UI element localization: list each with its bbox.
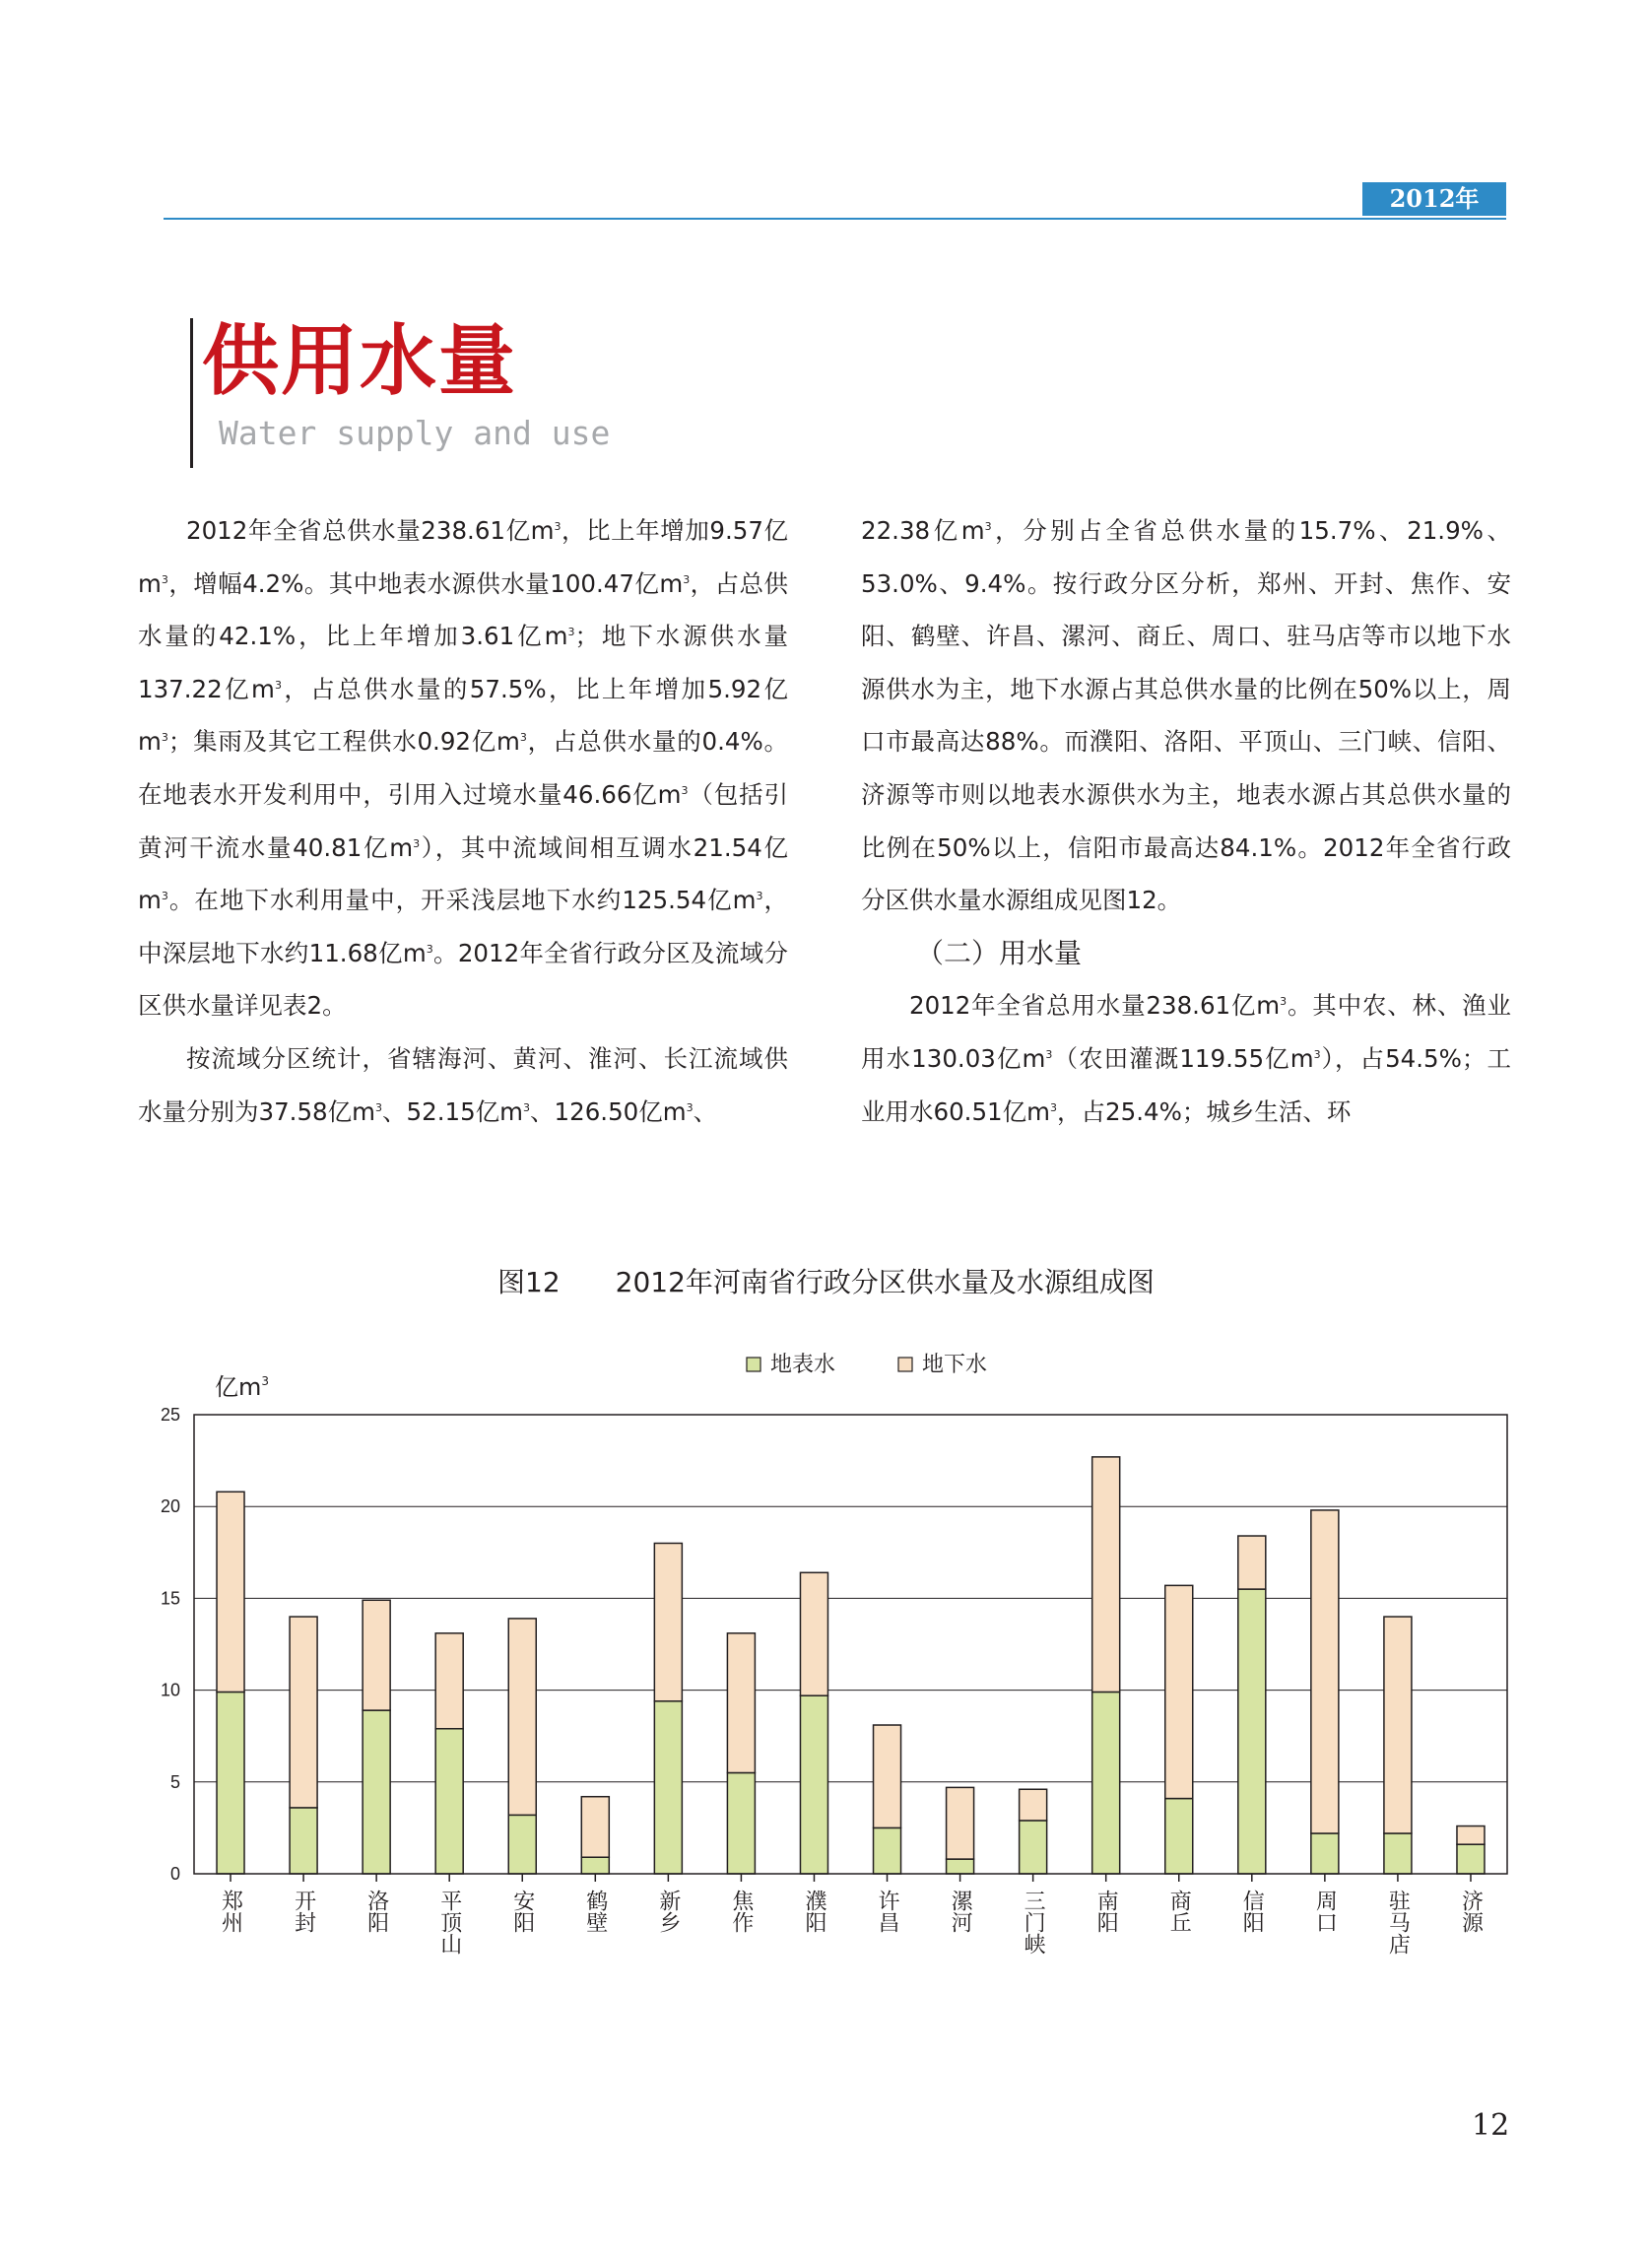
bar-segment-surface (1238, 1589, 1266, 1874)
superscript: 3 (756, 890, 763, 902)
bar-segment-surface (290, 1808, 317, 1874)
text-run: ，占总供水量的57.5%，比上年增加5.92亿m (138, 674, 788, 757)
legend-label: 地表水 (770, 1353, 836, 1377)
bar-segment-surface (727, 1772, 755, 1874)
header-rule (164, 218, 1506, 220)
y-tick-label: 15 (160, 1588, 180, 1609)
section-title: 供用水量 (202, 316, 518, 406)
superscript: 3 (683, 572, 691, 586)
legend-label: 地下水 (922, 1353, 988, 1377)
superscript: 3 (161, 890, 168, 902)
bar-segment-surface (1020, 1821, 1047, 1874)
bar-segment-ground (1457, 1826, 1485, 1845)
bar-segment-ground (874, 1725, 901, 1827)
superscript: 3 (554, 519, 562, 533)
text-run: ，占25.4%；城乡生活、环 (1057, 1096, 1352, 1126)
superscript: 3 (1045, 1047, 1053, 1061)
plot-frame (194, 1415, 1507, 1874)
bar-segment-surface (508, 1815, 536, 1874)
x-tick-label: 信阳 (1239, 1890, 1265, 1933)
x-tick-label: 新乡 (655, 1890, 681, 1933)
bar-segment-ground (947, 1787, 974, 1859)
bar-segment-surface (363, 1710, 390, 1874)
bar-segment-surface (1384, 1833, 1412, 1874)
bar-segment-surface (1457, 1844, 1485, 1874)
text-run: ，占总供水量的42.1%，比上年增加3.61亿m (138, 568, 789, 651)
y-tick-label: 5 (169, 1771, 180, 1792)
legend-swatch (898, 1358, 912, 1371)
text-run: 。其中农、林、渔业用水130.03亿m (861, 991, 1511, 1073)
x-tick-label: 安阳 (509, 1890, 535, 1933)
paragraph (861, 504, 1511, 927)
text-run: ；地下水源供水量137.22亿m (138, 622, 789, 703)
text-run: （农田灌溉119.55亿m (1052, 1043, 1314, 1073)
text-run: （二）用水量 (916, 936, 1083, 969)
superscript: 3 (681, 783, 689, 797)
x-tick-label: 许昌 (875, 1890, 900, 1933)
text-run: ，占总供水量的0.4%。在地表水开发利用中，引用入过境水量46.66亿m (138, 727, 789, 809)
x-tick-label: 南阳 (1093, 1890, 1119, 1933)
text-run: 。2012年全省行政分区及流域分区供水量详见表2。 (138, 938, 788, 1021)
x-tick-label: 驻马店 (1385, 1890, 1411, 1955)
text-run: 22.38亿m (861, 516, 985, 545)
bar-segment-surface (947, 1859, 974, 1874)
superscript: 3 (519, 731, 527, 745)
bar-segment-ground (1020, 1789, 1047, 1821)
y-axis-label (215, 1373, 269, 1401)
bar-segment-ground (1092, 1457, 1120, 1693)
bar-segment-surface (1311, 1833, 1339, 1874)
superscript: 3 (567, 626, 575, 639)
text-run: ），其中流域间相互调水21.54亿m (138, 832, 788, 915)
year-badge: 2012年 (1362, 182, 1506, 216)
text-run: ，中深层地下水约11.68亿m (138, 886, 789, 967)
text-run: ，分别占全省总供水量的15.7%、21.9%、53.0%、9.4%。按行政分区分析，郑州、开封、焦作、安阳、鹤壁、许昌、漯河、商丘、周口、驻马店等市以地下水源供水为主，地下水源占其总供水量的比例在50%以上，周口市最高达88%。而濮阳、洛阳、平顶山、三门峡、信阳、济源等市则以地表水源供水为主，地表水源占其总供水量的比例在50%以上，信阳市最高达84.1%。2012年全省行政分区供水量水源组成见图12。 (861, 516, 1511, 915)
y-tick-label: 0 (169, 1864, 180, 1884)
bar-segment-ground (290, 1617, 317, 1808)
text-run: 、126.50亿m (530, 1096, 687, 1126)
superscript: 3 (426, 942, 433, 956)
y-tick-label: 25 (160, 1405, 180, 1425)
text-run: （包括引黄河干流水量40.81亿m (138, 779, 788, 862)
paragraph (138, 1032, 788, 1138)
bar-segment-ground (1238, 1536, 1266, 1589)
bar-segment-ground (1165, 1585, 1193, 1798)
x-tick-label: 商丘 (1166, 1890, 1192, 1933)
text-run: 、 (693, 1096, 718, 1126)
superscript: 3 (1280, 995, 1288, 1009)
bar-segment-surface (654, 1701, 682, 1874)
x-tick-label: 济源 (1458, 1890, 1484, 1933)
text-column-right (861, 504, 1511, 1138)
bar-segment-surface (581, 1857, 609, 1874)
x-tick-label: 漯河 (948, 1890, 973, 1933)
bar-segment-ground (508, 1619, 536, 1815)
y-axis-label-text: 亿m (215, 1373, 262, 1401)
subsection-heading (861, 927, 1511, 980)
bar-segment-surface (217, 1692, 244, 1874)
bar-segment-surface (874, 1827, 901, 1874)
bar-segment-ground (654, 1543, 682, 1700)
bar-segment-ground (363, 1600, 390, 1710)
superscript: 3 (1313, 1047, 1321, 1061)
paragraph (138, 504, 788, 1032)
bar-segment-surface (435, 1729, 463, 1874)
superscript: 3 (413, 836, 421, 850)
x-tick-label: 开封 (291, 1890, 316, 1933)
y-axis-label-sup: 3 (261, 1374, 270, 1388)
bar-segment-ground (1384, 1617, 1412, 1833)
legend-swatch (747, 1358, 760, 1371)
y-tick-label: 20 (160, 1496, 180, 1517)
stacked-bar-chart (0, 1330, 1652, 1960)
x-tick-label: 周口 (1312, 1890, 1338, 1933)
superscript: 3 (161, 731, 168, 745)
bar-segment-ground (800, 1572, 827, 1695)
y-tick-label: 10 (160, 1680, 180, 1700)
superscript: 3 (274, 678, 282, 692)
text-run: ，比上年增加9.57亿m (138, 516, 788, 598)
paragraph (861, 979, 1511, 1138)
superscript: 3 (375, 1100, 383, 1114)
title-accent-bar (190, 318, 193, 468)
x-tick-label: 濮阳 (801, 1890, 826, 1933)
figure-title: 图12 2012年河南省行政分区供水量及水源组成图 (497, 1266, 1155, 1298)
superscript: 3 (523, 1100, 531, 1114)
bar-segment-ground (435, 1633, 463, 1729)
x-tick-label: 鹤壁 (582, 1890, 608, 1933)
text-column-left (138, 504, 788, 1138)
bar-segment-ground (727, 1633, 755, 1773)
text-run: 。在地下水利用量中，开采浅层地下水约125.54亿m (167, 886, 757, 915)
section-subtitle: Water supply and use (219, 414, 611, 452)
x-tick-label: 郑州 (218, 1890, 243, 1933)
superscript: 3 (1050, 1100, 1058, 1114)
superscript: 3 (686, 1100, 694, 1114)
bar-segment-ground (581, 1797, 609, 1858)
page-number: 12 (1472, 2108, 1510, 2143)
bar-segment-surface (1092, 1692, 1120, 1874)
x-tick-label: 焦作 (728, 1890, 754, 1933)
superscript: 3 (161, 572, 168, 586)
bar-segment-surface (1165, 1799, 1193, 1874)
text-run: 2012年全省总用水量238.61亿m (909, 991, 1281, 1021)
bar-segment-ground (217, 1492, 244, 1692)
x-tick-label: 洛阳 (363, 1890, 389, 1933)
superscript: 3 (984, 519, 992, 533)
text-run: 、52.15亿m (382, 1096, 524, 1126)
text-run: 2012年全省总供水量238.61亿m (186, 516, 555, 545)
bar-segment-ground (1311, 1510, 1339, 1833)
text-run: ），占54.5%；工业用水60.51亿m (861, 1043, 1512, 1126)
x-tick-label: 三门峡 (1021, 1890, 1046, 1955)
text-run: 按流域分区统计，省辖海河、黄河、淮河、长江流域供水量分别为37.58亿m (138, 1043, 788, 1126)
text-run: ，增幅4.2%。其中地表水源供水量100.47亿m (167, 568, 684, 598)
x-tick-label: 平顶山 (436, 1890, 462, 1955)
bar-segment-surface (800, 1695, 827, 1874)
text-run: ；集雨及其它工程供水0.92亿m (167, 727, 520, 757)
